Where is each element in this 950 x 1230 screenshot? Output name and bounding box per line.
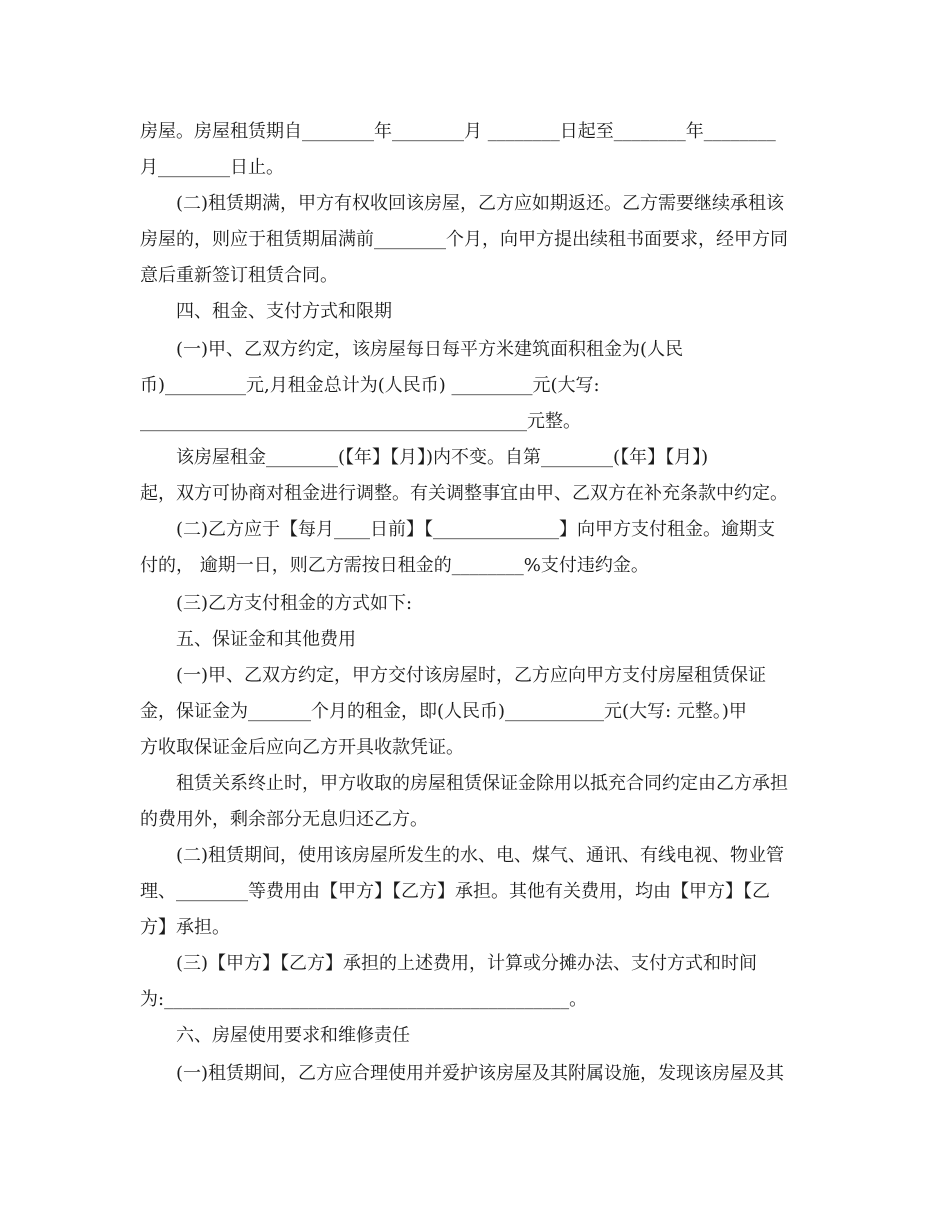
paragraph-line: 为:_____________________________________________。 [140, 989, 588, 1010]
paragraph-line: 房屋的，则应于租赁期届满前________个月，向甲方提出续租书面要求，经甲方同 [140, 229, 788, 250]
paragraph-line: 币)_________元,月租金总计为(人民币) _________元(大写: [140, 375, 600, 396]
paragraph-line: 理、________等费用由【甲方】【乙方】承担。其他有关费用，均由【甲方】【乙 [140, 881, 770, 902]
paragraph-line: 月________日止。 [140, 157, 284, 178]
paragraph-line: 租赁关系终止时，甲方收取的房屋租赁保证金除用以抵充合同约定由乙方承担 [176, 773, 788, 794]
paragraph-line: 该房屋租金________(【年】【月】)内不变。自第________(【年】【月】) [176, 447, 709, 468]
paragraph-line: ___________________________________________元整。 [140, 411, 581, 432]
paragraph-line: 方】承担。 [140, 917, 230, 938]
paragraph-line: 起，双方可协商对租金进行调整。有关调整事宜由甲、乙双方在补充条款中约定。 [140, 483, 788, 504]
section-heading: 六、房屋使用要求和维修责任 [176, 1025, 410, 1046]
paragraph-line: 付的， 逾期一日，则乙方需按日租金的________%支付违约金。 [140, 555, 649, 576]
paragraph-line: (一)甲、乙双方约定，甲方交付该房屋时，乙方应向甲方支付房屋租赁保证 [176, 665, 767, 686]
paragraph-line: (二)租赁期间，使用该房屋所发生的水、电、煤气、通讯、有线电视、物业管 [176, 845, 785, 866]
paragraph-line: (二)租赁期满，甲方有权收回该房屋，乙方应如期返还。乙方需要继续承租该 [176, 193, 785, 214]
paragraph-line: (二)乙方应于【每月____日前】【______________】向甲方支付租金。逾期支 [176, 519, 776, 540]
paragraph-line: (一)甲、乙双方约定，该房屋每日每平方米建筑面积租金为(人民 [176, 339, 684, 360]
paragraph-line: 房屋。房屋租赁期自________年________月 ________日起至________年________ [140, 121, 776, 142]
paragraph-line: 金，保证金为_______个月的租金，即(人民币)___________元(大写: 元整。)甲 [140, 701, 747, 722]
paragraph-line: (三)乙方支付租金的方式如下: [176, 593, 413, 614]
section-heading: 四、租金、支付方式和限期 [176, 301, 392, 322]
paragraph-line: 方收取保证金后应向乙方开具收款凭证。 [140, 737, 464, 758]
paragraph-line: (一)租赁期间，乙方应合理使用并爱护该房屋及其附属设施，发现该房屋及其 [176, 1063, 785, 1084]
paragraph-line: (三)【甲方】【乙方】承担的上述费用，计算或分摊办法、支付方式和时间 [176, 953, 758, 974]
paragraph-line: 意后重新签订租赁合同。 [140, 265, 338, 286]
paragraph-line: 的费用外，剩余部分无息归还乙方。 [140, 809, 428, 830]
section-heading: 五、保证金和其他费用 [176, 629, 356, 650]
